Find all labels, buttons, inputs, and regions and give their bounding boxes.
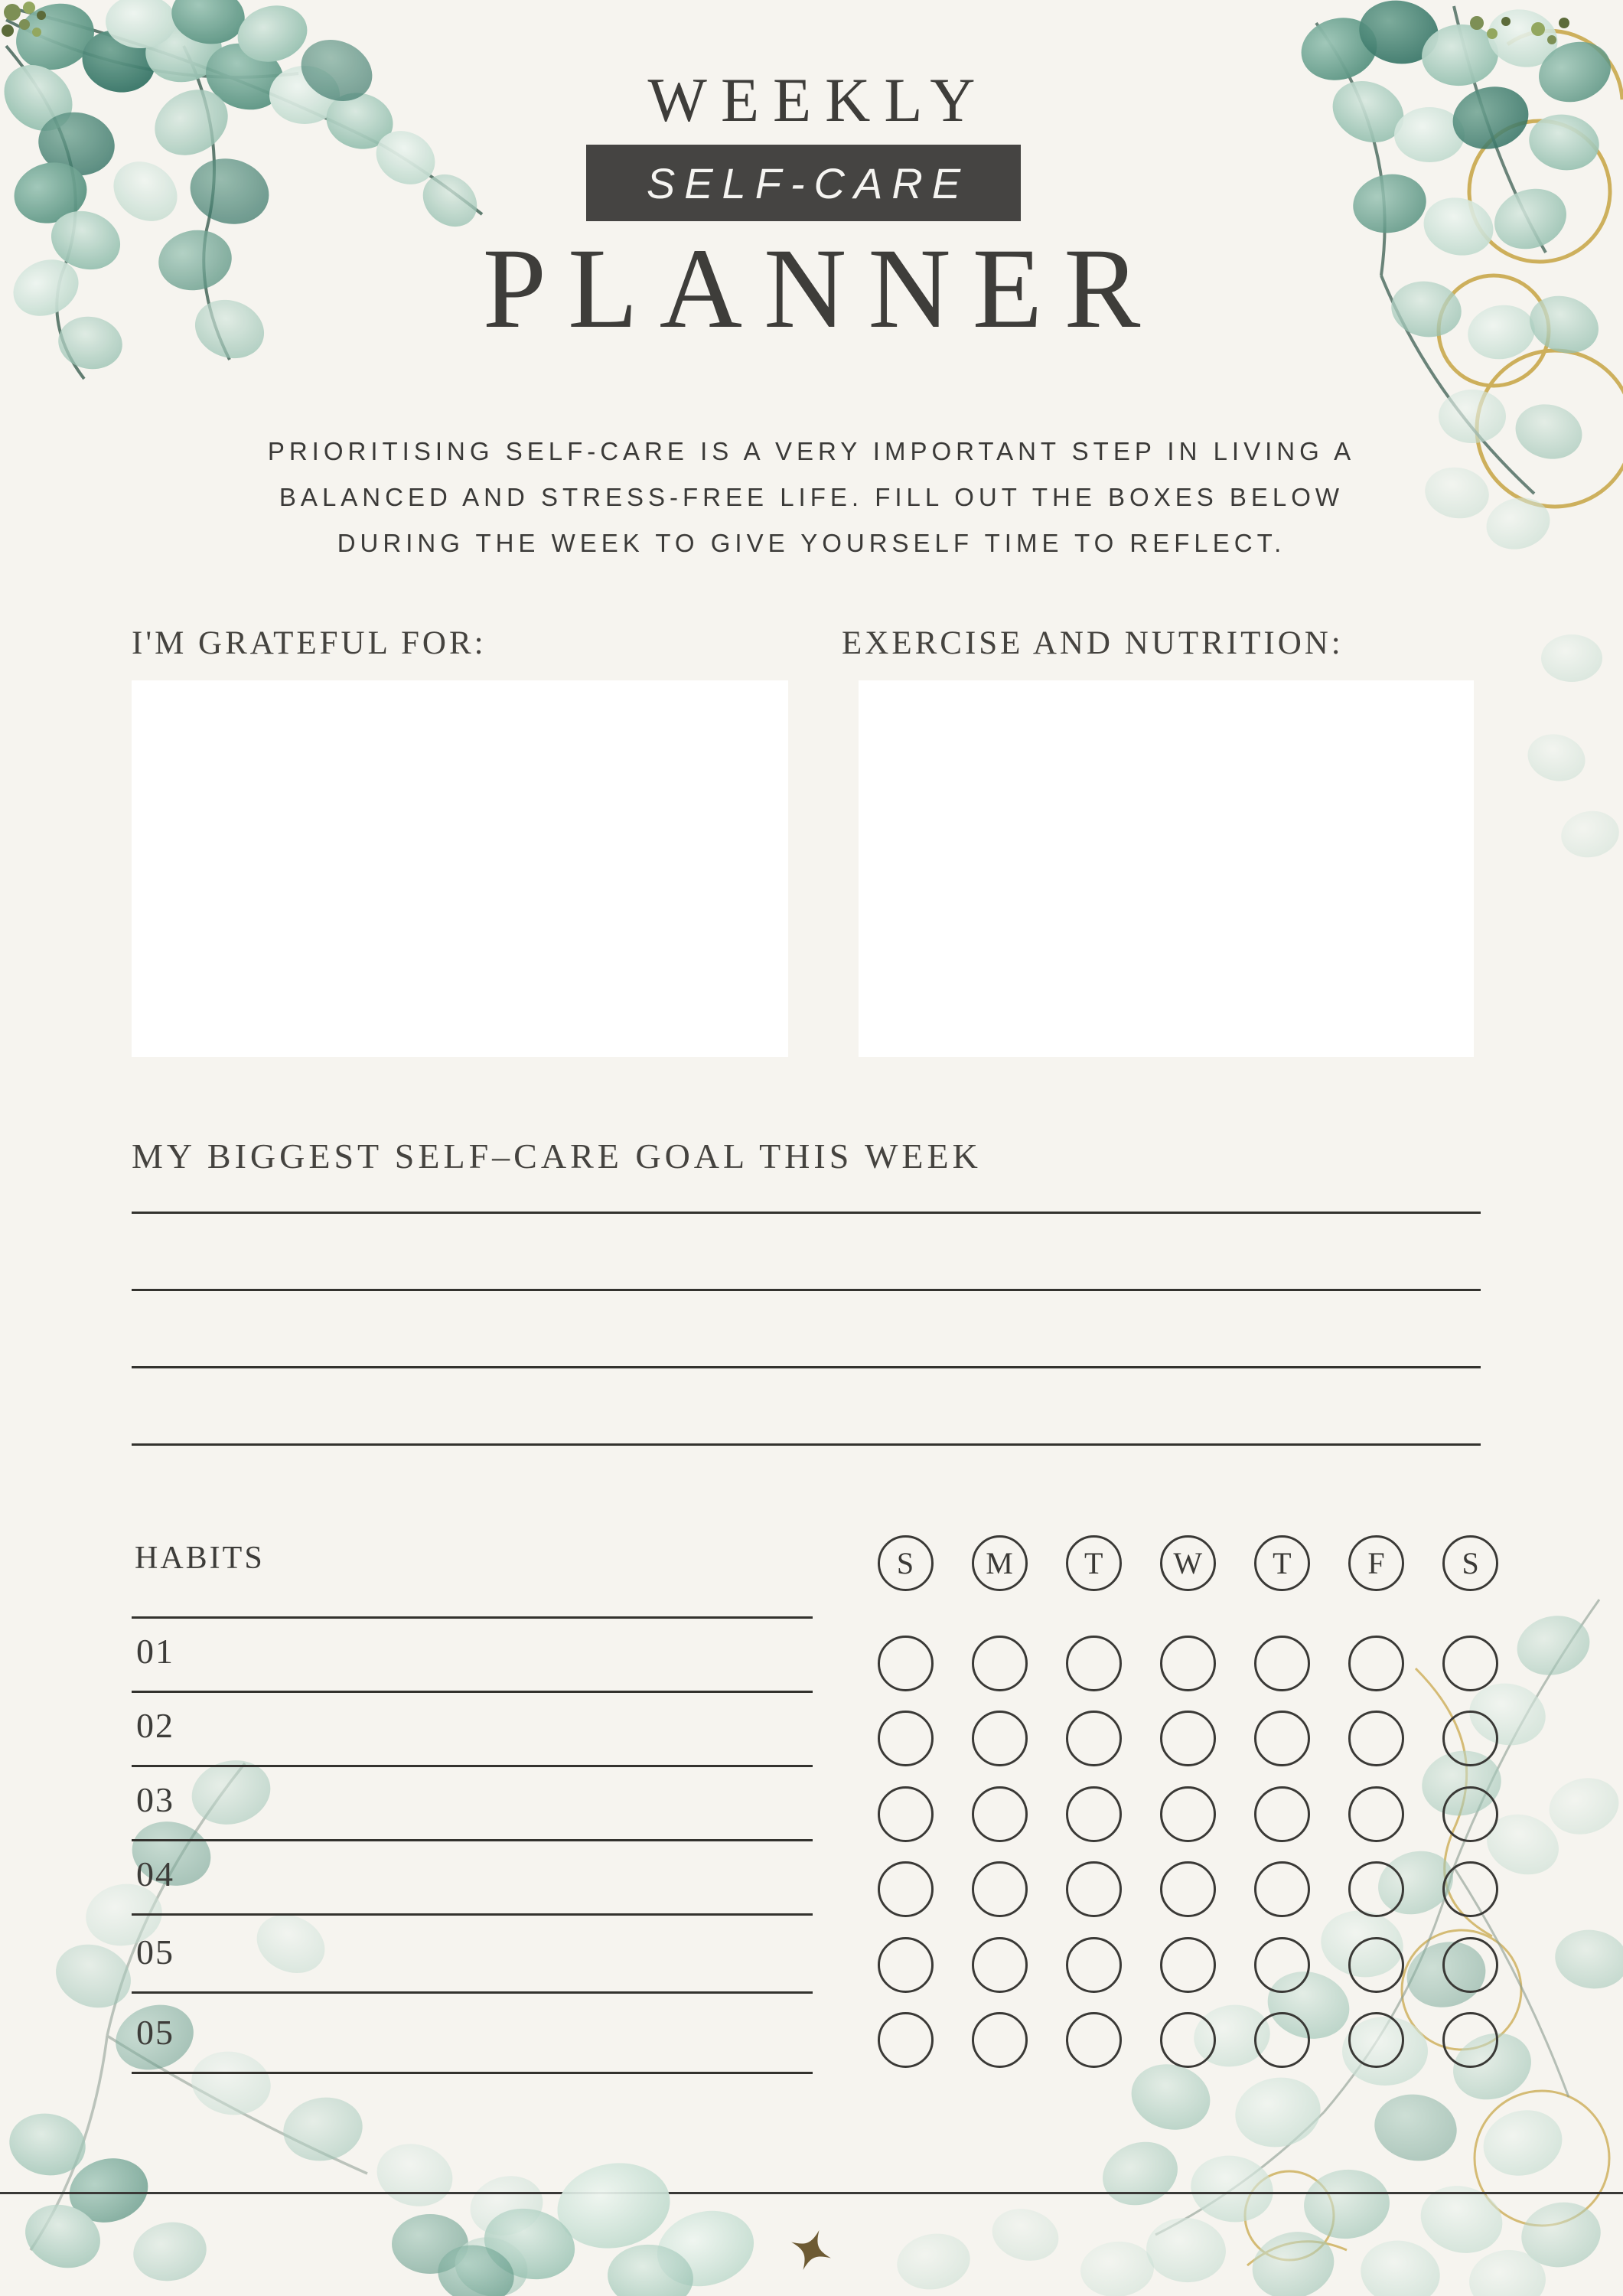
habit-tracker-circle[interactable] [1442, 1711, 1498, 1766]
goal-writing-line[interactable] [132, 1366, 1481, 1368]
habit-tracker-circle[interactable] [878, 1786, 934, 1842]
exercise-section-label: EXERCISE AND NUTRITION: [842, 625, 1344, 661]
habit-tracker-circle[interactable] [878, 1711, 934, 1766]
habit-tracker-circle[interactable] [972, 2012, 1028, 2068]
habit-tracker-circle[interactable] [878, 1636, 934, 1691]
grateful-section-label: I'M GRATEFUL FOR: [132, 625, 487, 661]
habit-tracker-circle[interactable] [1254, 1636, 1310, 1691]
habit-tracker-circle[interactable] [878, 1861, 934, 1917]
day-header-circle [878, 1535, 934, 1591]
habit-number: 05 [136, 2013, 174, 2052]
habit-tracker-circle[interactable] [1160, 1711, 1216, 1766]
intro-line: BALANCED AND STRESS-FREE LIFE. FILL OUT THE BOXES BELOW [279, 483, 1344, 511]
day-label: S [896, 1546, 914, 1580]
day-header-circle [1254, 1535, 1310, 1591]
habit-writing-line[interactable] [132, 1765, 813, 1767]
habit-tracker-circle[interactable] [1254, 1937, 1310, 1993]
habit-writing-line[interactable] [132, 1913, 813, 1916]
day-label: T [1273, 1546, 1292, 1580]
habit-tracker-circle[interactable] [1066, 1786, 1122, 1842]
self-care-badge [586, 145, 1021, 221]
habit-number: 04 [136, 1854, 174, 1893]
habit-tracker-circle[interactable] [1442, 1937, 1498, 1993]
intro-line: DURING THE WEEK TO GIVE YOURSELF TIME TO REFLECT. [337, 529, 1286, 557]
goal-writing-line[interactable] [132, 1443, 1481, 1446]
habit-number: 03 [136, 1780, 174, 1819]
habit-tracker-circle[interactable] [1066, 2012, 1122, 2068]
habit-tracker-circle[interactable] [1442, 2012, 1498, 2068]
habits-section-label: HABITS [135, 1541, 265, 1576]
habit-tracker-circle[interactable] [1348, 1711, 1404, 1766]
habit-number: 01 [136, 1632, 174, 1671]
habit-tracker-circle[interactable] [1254, 1711, 1310, 1766]
habit-tracker-circle[interactable] [1160, 1937, 1216, 1993]
day-label: T [1084, 1546, 1103, 1580]
habit-writing-line[interactable] [132, 2072, 813, 2074]
grateful-input-box[interactable] [132, 680, 788, 1057]
goal-writing-line[interactable] [132, 1289, 1481, 1291]
habit-number: 02 [136, 1706, 174, 1745]
habit-writing-line[interactable] [132, 1839, 813, 1841]
habit-tracker-circle[interactable] [972, 1861, 1028, 1917]
self-care-badge-label: SELF-CARE [646, 158, 970, 207]
habit-tracker-circle[interactable] [1160, 1786, 1216, 1842]
habit-writing-line[interactable] [132, 1691, 813, 1693]
habit-tracker-circle[interactable] [1254, 1861, 1310, 1917]
goal-section-label: MY BIGGEST SELF–CARE GOAL THIS WEEK [132, 1137, 982, 1176]
habit-tracker-circle[interactable] [1348, 1786, 1404, 1842]
habit-tracker-circle[interactable] [972, 1711, 1028, 1766]
intro-text [0, 429, 1623, 566]
habit-number: 05 [136, 1932, 174, 1971]
habit-tracker-circle[interactable] [972, 1636, 1028, 1691]
habit-tracker-circle[interactable] [1066, 1711, 1122, 1766]
habit-tracker-circle[interactable] [1442, 1636, 1498, 1691]
habit-tracker-circle[interactable] [878, 2012, 934, 2068]
habit-tracker-circle[interactable] [1348, 1861, 1404, 1917]
habit-tracker-circle[interactable] [1442, 1786, 1498, 1842]
day-label: M [986, 1546, 1013, 1580]
intro-line: PRIORITISING SELF-CARE IS A VERY IMPORTANT STEP IN LIVING A [267, 437, 1356, 465]
sparkle-star-icon [785, 2224, 837, 2276]
habit-tracker-circle[interactable] [1160, 1636, 1216, 1691]
habit-tracker-circle[interactable] [1066, 1636, 1122, 1691]
day-header-circle [1442, 1535, 1498, 1591]
habit-tracker-circle[interactable] [1348, 2012, 1404, 2068]
day-header-circle [1160, 1535, 1216, 1591]
habit-tracker-circle[interactable] [1442, 1861, 1498, 1917]
eucalyptus-bottom-strip-decoration [413, 2135, 1623, 2296]
habit-tracker-circle[interactable] [972, 1937, 1028, 1993]
habit-writing-line[interactable] [132, 1991, 813, 1994]
day-label: F [1367, 1546, 1385, 1580]
habit-tracker-circle[interactable] [972, 1786, 1028, 1842]
habit-tracker-circle[interactable] [1066, 1861, 1122, 1917]
habits-label-underline [132, 1616, 813, 1619]
habit-tracker-circle[interactable] [878, 1937, 934, 1993]
title-planner: PLANNER [482, 225, 1162, 352]
day-label: S [1462, 1546, 1479, 1580]
habit-tracker-circle[interactable] [1160, 1861, 1216, 1917]
habit-tracker-circle[interactable] [1348, 1937, 1404, 1993]
exercise-input-box[interactable] [859, 680, 1474, 1057]
day-header-circle [1066, 1535, 1122, 1591]
goal-writing-line[interactable] [132, 1212, 1481, 1214]
habit-tracker-circle[interactable] [1254, 1786, 1310, 1842]
day-header-circle [972, 1535, 1028, 1591]
day-header-circle [1348, 1535, 1404, 1591]
habit-tracker-circle[interactable] [1066, 1937, 1122, 1993]
day-label: W [1173, 1546, 1203, 1580]
title-weekly: WEEKLY [647, 65, 989, 135]
habit-tracker-circle[interactable] [1160, 2012, 1216, 2068]
habit-tracker-circle[interactable] [1254, 2012, 1310, 2068]
habit-tracker-circle[interactable] [1348, 1636, 1404, 1691]
